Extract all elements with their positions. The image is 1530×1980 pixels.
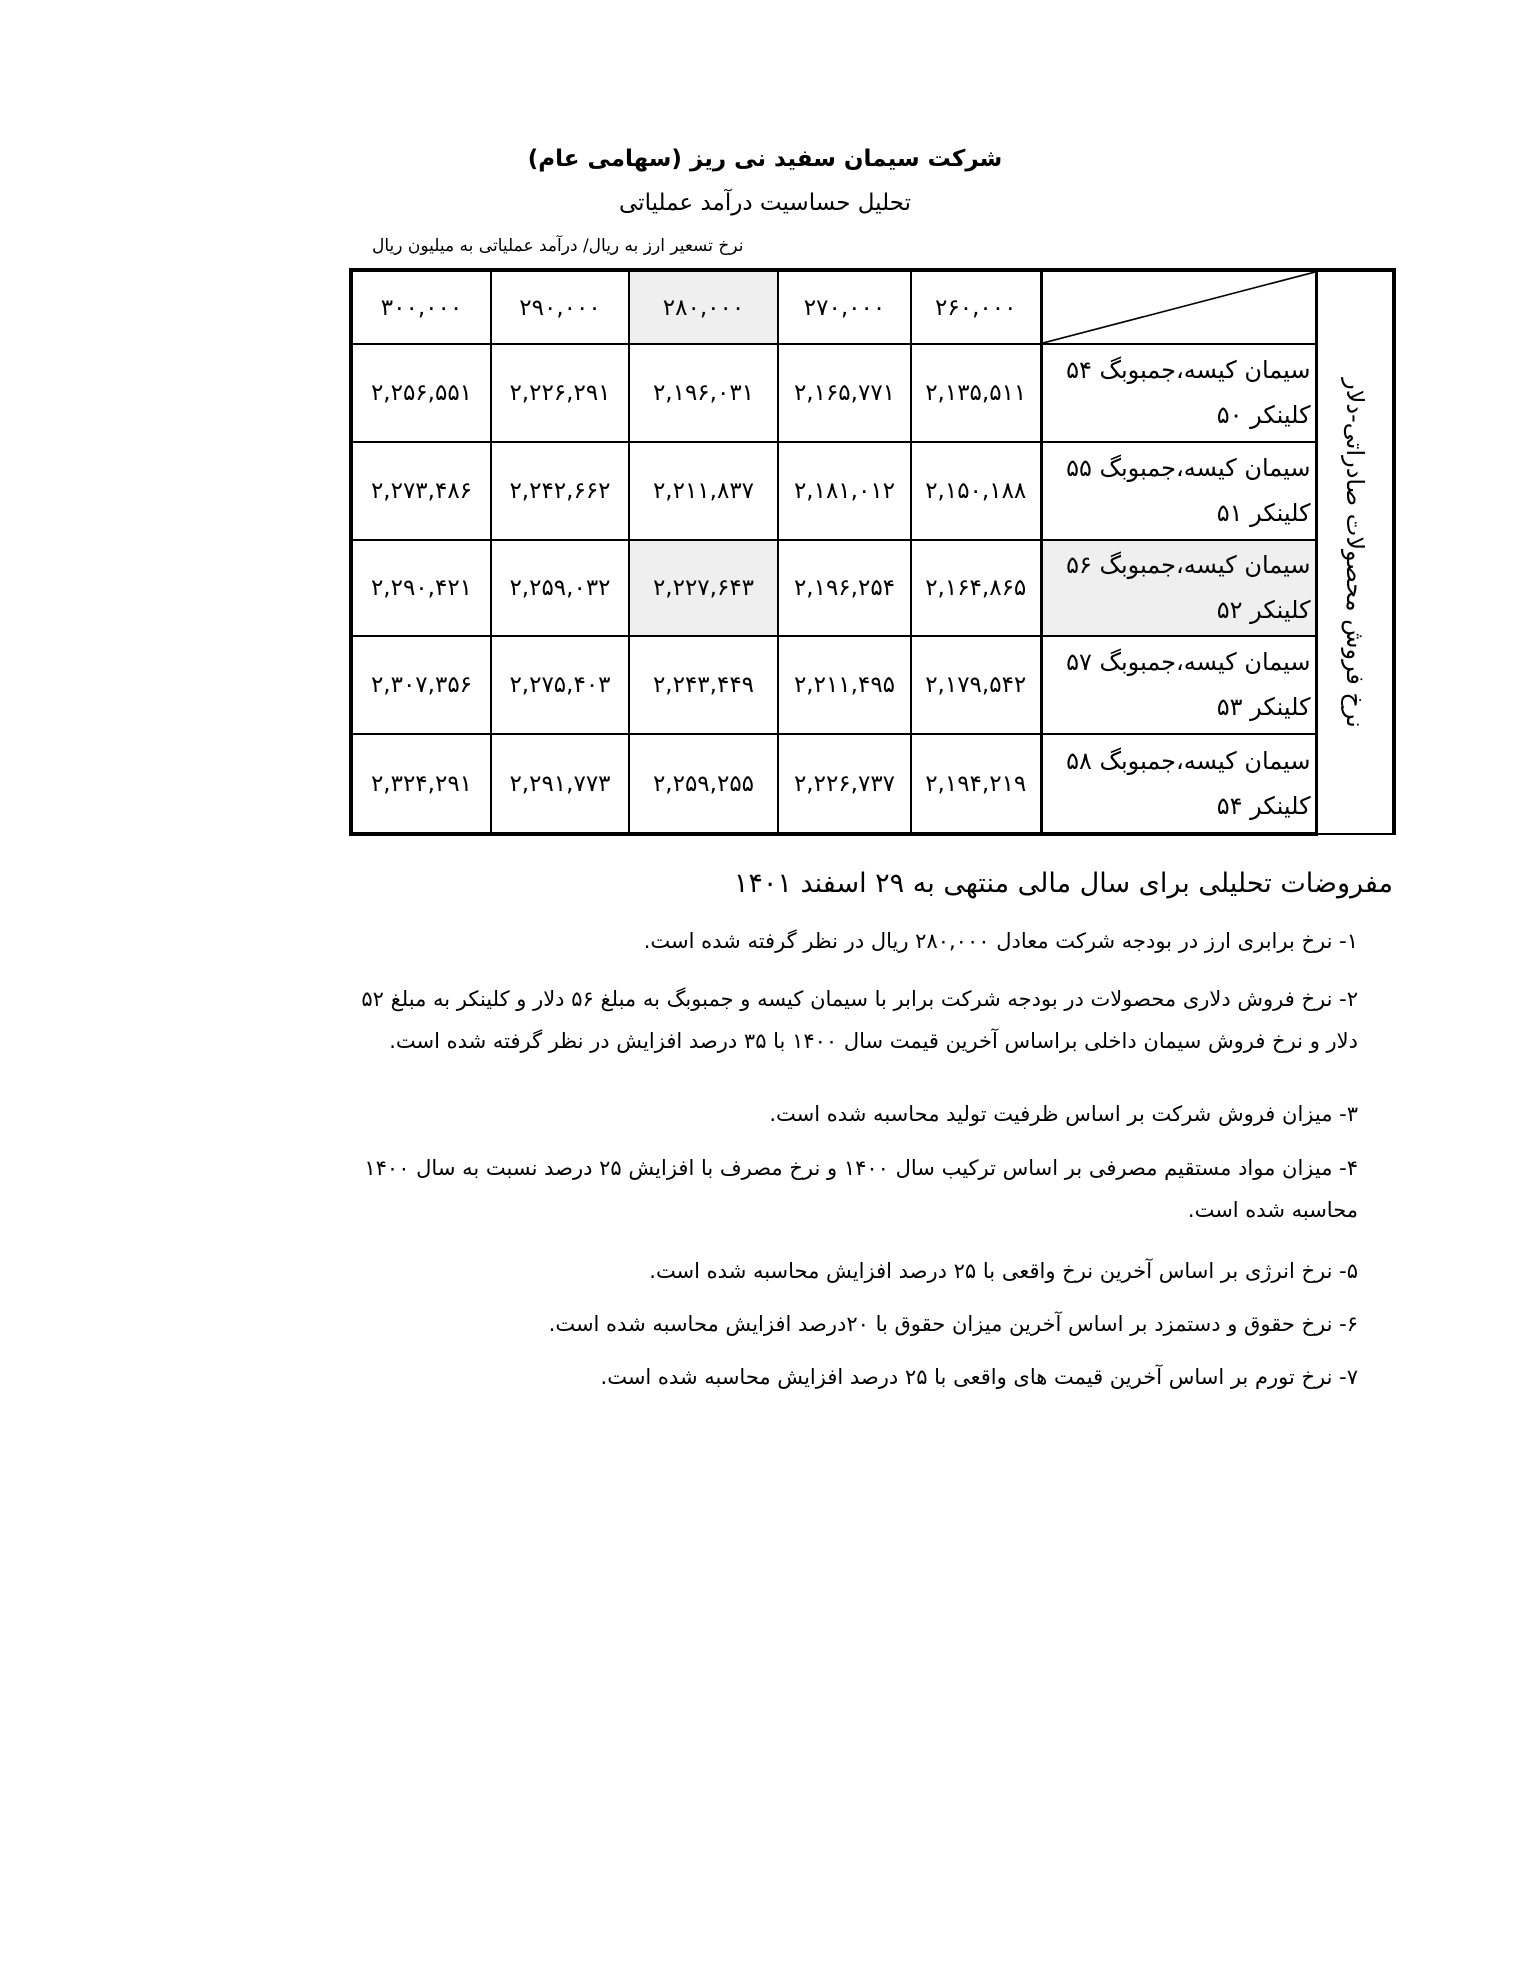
- table-cell: ۲,۱۶۵,۷۷۱: [778, 344, 911, 442]
- table-cell: ۲,۲۱۱,۴۹۵: [778, 636, 911, 734]
- diagonal-line: [1043, 272, 1315, 343]
- table-cell: ۲,۱۹۶,۲۵۴: [778, 540, 911, 636]
- table-cell: ۲,۲۹۰,۴۲۱: [351, 540, 491, 636]
- table-row: [351, 442, 1394, 540]
- table-cell-highlighted: ۲,۲۲۷,۶۴۳: [629, 540, 778, 636]
- table-cell: ۲,۲۷۵,۴۰۳: [491, 636, 629, 734]
- assumption-item-7: ۷- نرخ تورم بر اساس آخرین قیمت های واقعی با ۲۵ درصد افزایش محاسبه شده است.: [600, 1365, 1358, 1389]
- table-cell: ۲,۱۸۱,۰۱۲: [778, 442, 911, 540]
- table-row: [351, 734, 1394, 834]
- row-label-line2: کلینکر ۵۳: [1216, 693, 1311, 721]
- table-row: [351, 636, 1394, 734]
- vertical-header-label: نرخ فروش محصولات صادراتی-دلار: [1340, 377, 1369, 728]
- table-cell: ۲,۲۷۳,۴۸۶: [351, 442, 491, 540]
- assumption-item-1: ۱- نرخ برابری ارز در بودجه شرکت معادل ۲۸۰,۰۰۰ ریال در نظر گرفته شده است.: [643, 929, 1358, 953]
- column-header: ۲۷۰,۰۰۰: [778, 270, 911, 344]
- table-cell: ۲,۳۰۷,۳۵۶: [351, 636, 491, 734]
- row-label-line2: کلینکر ۵۱: [1216, 499, 1311, 527]
- table-cell: ۲,۱۶۴,۸۶۵: [911, 540, 1041, 636]
- unit-note: نرخ تسعیر ارز به ریال/ درآمد عملیاتی به میلیون ریال: [372, 236, 744, 256]
- row-label-line1: سیمان کیسه،جمبوبگ ۵۵: [1066, 454, 1311, 482]
- table-row-highlighted: [351, 540, 1394, 636]
- table-cell: ۲,۱۹۴,۲۱۹: [911, 734, 1041, 834]
- row-label-line1: سیمان کیسه،جمبوبگ ۵۸: [1066, 746, 1311, 775]
- assumption-item-4: ۴- میزان مواد مستقیم مصرفی بر اساس ترکیب سال ۱۴۰۰ و نرخ مصرف با افزایش ۲۵ درصد نسبت به سال ۱۴۰۰ محاسبه شده است.: [364, 1156, 1358, 1222]
- row-label-line1: سیمان کیسه،جمبوبگ ۵۴: [1066, 356, 1311, 384]
- row-label: [1041, 442, 1316, 540]
- row-label-highlighted: [1041, 540, 1316, 636]
- table-cell: ۲,۲۵۹,۲۵۵: [629, 734, 778, 834]
- table-cell: ۲,۲۹۱,۷۷۳: [491, 734, 629, 834]
- table-cell: ۲,۳۲۴,۲۹۱: [351, 734, 491, 834]
- assumption-item-2: ۲- نرخ فروش دلاری محصولات در بودجه شرکت برابر با سیمان کیسه و جمبوبگ به مبلغ ۵۶ دلار و کلینکر به مبلغ ۵۲ دلار و نرخ فروش سیمان داخلی براساس آخرین قیمت سال ۱۴۰۰ با ۳۵ درصد افزایش در نظر گرفته شده است.: [361, 987, 1358, 1053]
- table-cell: ۲,۱۷۹,۵۴۲: [911, 636, 1041, 734]
- column-header: ۲۹۰,۰۰۰: [491, 270, 629, 344]
- report-subtitle: تحلیل حساسیت درآمد عملیاتی: [619, 190, 911, 216]
- table-cell: ۲,۲۴۳,۴۴۹: [629, 636, 778, 734]
- row-label-line2: کلینکر ۵۴: [1216, 791, 1311, 820]
- table-cell: ۲,۲۱۱,۸۳۷: [629, 442, 778, 540]
- table-cell: ۲,۲۵۶,۵۵۱: [351, 344, 491, 442]
- header-row: [351, 270, 1394, 344]
- column-header: ۳۰۰,۰۰۰: [351, 270, 491, 344]
- table-cell: ۲,۲۲۶,۲۹۱: [491, 344, 629, 442]
- table-cell: ۲,۲۴۲,۶۶۲: [491, 442, 629, 540]
- assumption-item-6: ۶- نرخ حقوق و دستمزد بر اساس آخرین میزان حقوق با ۲۰درصد افزایش محاسبه شده است.: [548, 1312, 1358, 1336]
- row-label: [1041, 344, 1316, 442]
- sensitivity-table: [349, 268, 1396, 836]
- row-label-line2: کلینکر ۵۰: [1216, 401, 1311, 429]
- table-cell: ۲,۱۵۰,۱۸۸: [911, 442, 1041, 540]
- table-cell: ۲,۱۹۶,۰۳۱: [629, 344, 778, 442]
- table-cell: ۲,۲۵۹,۰۳۲: [491, 540, 629, 636]
- assumption-item-3: ۳- میزان فروش شرکت بر اساس ظرفیت تولید محاسبه شده است.: [769, 1102, 1358, 1126]
- table-cell: ۲,۲۲۶,۷۳۷: [778, 734, 911, 834]
- column-header: ۲۶۰,۰۰۰: [911, 270, 1041, 344]
- row-label: [1041, 636, 1316, 734]
- row-label-line2: کلینکر ۵۲: [1216, 596, 1311, 624]
- row-label-line1: سیمان کیسه،جمبوبگ ۵۶: [1066, 551, 1311, 579]
- row-label: [1041, 734, 1316, 834]
- column-header-highlighted: ۲۸۰,۰۰۰: [629, 270, 778, 344]
- assumption-item-5: ۵- نرخ انرژی بر اساس آخرین نرخ واقعی با ۲۵ درصد افزایش محاسبه شده است.: [649, 1259, 1358, 1283]
- diagonal-corner-cell: [1041, 270, 1316, 344]
- company-title: شرکت سیمان سفید نی ریز (سهامی عام): [527, 146, 1003, 172]
- table-row: [351, 344, 1394, 442]
- assumptions-title: مفروضات تحلیلی برای سال مالی منتهی به ۲۹ اسفند ۱۴۰۱: [733, 868, 1393, 899]
- row-label-line1: سیمان کیسه،جمبوبگ ۵۷: [1066, 648, 1311, 676]
- vertical-header-cell: [1316, 270, 1394, 834]
- table-cell: ۲,۱۳۵,۵۱۱: [911, 344, 1041, 442]
